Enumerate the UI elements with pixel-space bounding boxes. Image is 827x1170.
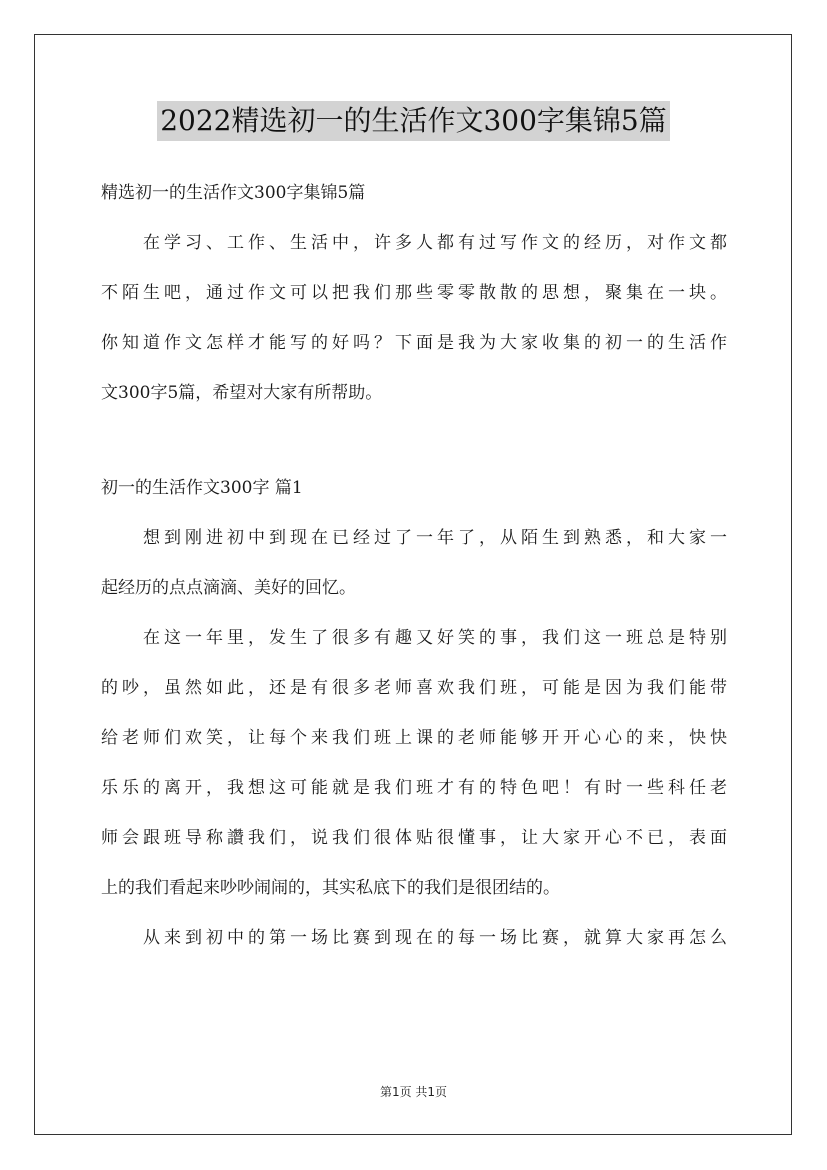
- text-line: 从来到初中的第一场比赛到现在的每一场比赛，就算大家再怎么: [143, 928, 727, 948]
- text-line: 文300字5篇，希望对大家有所帮助。: [101, 383, 383, 403]
- document-subtitle: 精选初一的生活作文300字集锦5篇: [101, 183, 366, 203]
- text-line: 在学习、工作、生活中，许多人都有过写作文的经历，对作文都: [143, 233, 727, 253]
- document-body: [101, 174, 727, 957]
- intro-paragraph: [101, 224, 727, 412]
- paragraph-3: [101, 919, 727, 957]
- page-indicator: 第1页 共1页: [379, 1085, 448, 1099]
- text-line: 你知道作文怎样才能写的好吗？下面是我为大家收集的初一的生活作: [101, 333, 727, 353]
- section-heading: 初一的生活作文300字 篇1: [101, 478, 303, 498]
- title-block: [0, 101, 827, 141]
- text-line: 想到刚进初中到现在已经过了一年了，从陌生到熟悉，和大家一: [143, 528, 727, 548]
- text-line: 不陌生吧，通过作文可以把我们那些零零散散的思想，聚集在一块。: [101, 283, 727, 303]
- text-line: 起经历的点点滴滴、美好的回忆。: [101, 578, 356, 598]
- text-line: 给老师们欢笑，让每个来我们班上课的老师能够开开心心的来，快快: [101, 728, 727, 748]
- text-line: 的吵，虽然如此，还是有很多老师喜欢我们班，可能是因为我们能带: [101, 678, 727, 698]
- text-line: 师会跟班导称讚我们，说我们很体贴很懂事，让大家开心不已，表面: [101, 828, 727, 848]
- paragraph-1: [101, 519, 727, 607]
- paragraph-2: [101, 619, 727, 907]
- text-line: 上的我们看起来吵吵闹闹的，其实私底下的我们是很团结的。: [101, 878, 560, 898]
- document-title: 2022精选初一的生活作文300字集锦5篇: [157, 101, 670, 141]
- text-line: 在这一年里，发生了很多有趣又好笑的事，我们这一班总是特别: [143, 628, 727, 648]
- text-line: 乐乐的离开，我想这可能就是我们班才有的特色吧！有时一些科任老: [101, 778, 727, 798]
